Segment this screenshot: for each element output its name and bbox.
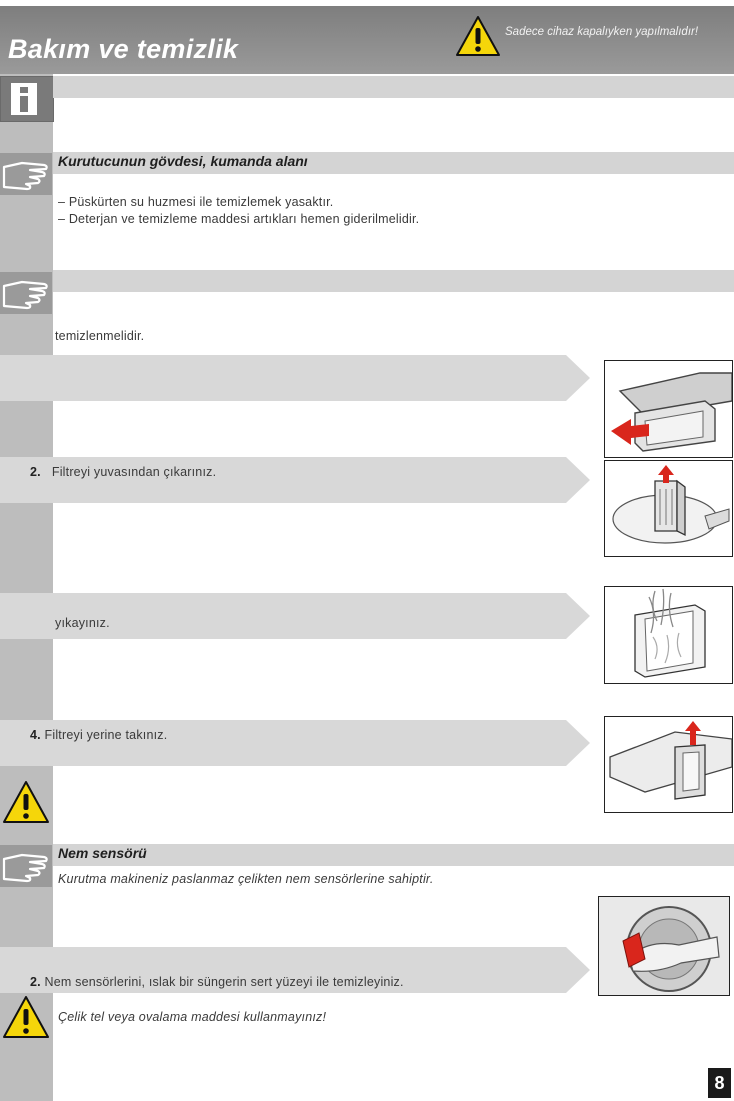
pointing-hand-icon	[0, 153, 52, 200]
step-arrow-band-1	[0, 355, 592, 401]
filter-step-4	[30, 728, 167, 742]
filter-trailing-text: temizlenmelidir.	[55, 329, 145, 343]
warning-triangle-icon	[2, 995, 50, 1039]
step-arrow-band-4	[0, 720, 592, 766]
section-band-filter	[53, 270, 734, 292]
step-arrow-band-2	[0, 457, 592, 503]
step-text: Filtreyi yerine takınız.	[44, 728, 168, 742]
warning-note: Sadece cihaz kapalıyken yapılmalıdır!	[505, 26, 699, 38]
step-number: 2.	[30, 975, 41, 989]
info-band	[53, 76, 734, 98]
drawer-illustration	[604, 360, 733, 458]
filter-washing-illustration	[604, 586, 733, 684]
pointing-hand-icon	[0, 845, 52, 892]
body-line-2: – Deterjan ve temizleme maddesi artıkları hemen giderilmelidir.	[58, 212, 420, 226]
page-number: 8	[708, 1068, 731, 1098]
pointing-hand-icon	[0, 272, 52, 319]
page-title: Bakım ve temizlik	[8, 34, 239, 64]
body-line-1: – Püskürten su huzmesi ile temizlemek yasaktır.	[58, 195, 334, 209]
filter-step-2	[30, 465, 216, 479]
filter-removal-illustration	[604, 460, 733, 557]
sensor-cleaning-illustration	[598, 896, 730, 996]
filter-step-3: yıkayınız.	[55, 616, 110, 630]
info-icon	[0, 76, 54, 122]
step-text: Nem sensörlerini, ıslak bir süngerin sert yüzeyi ile temizleyiniz.	[44, 975, 404, 989]
warning-triangle-icon	[455, 15, 501, 57]
sensor-intro: Kurutma makineniz paslanmaz çelikten nem sensörlerine sahiptir.	[58, 872, 434, 886]
sensor-warning: Çelik tel veya ovalama maddesi kullanmayınız!	[58, 1010, 327, 1024]
section-title-sensor: Nem sensörü	[58, 845, 147, 861]
warning-triangle-icon	[2, 780, 50, 824]
filter-insert-illustration	[604, 716, 733, 813]
step-number: 4.	[30, 728, 41, 742]
sensor-step-2	[30, 975, 404, 989]
step-text: Filtreyi yuvasından çıkarınız.	[51, 465, 217, 479]
step-number: 2.	[30, 465, 41, 479]
section-band-sensor	[53, 844, 734, 866]
section-title-body: Kurutucunun gövdesi, kumanda alanı	[58, 153, 308, 169]
